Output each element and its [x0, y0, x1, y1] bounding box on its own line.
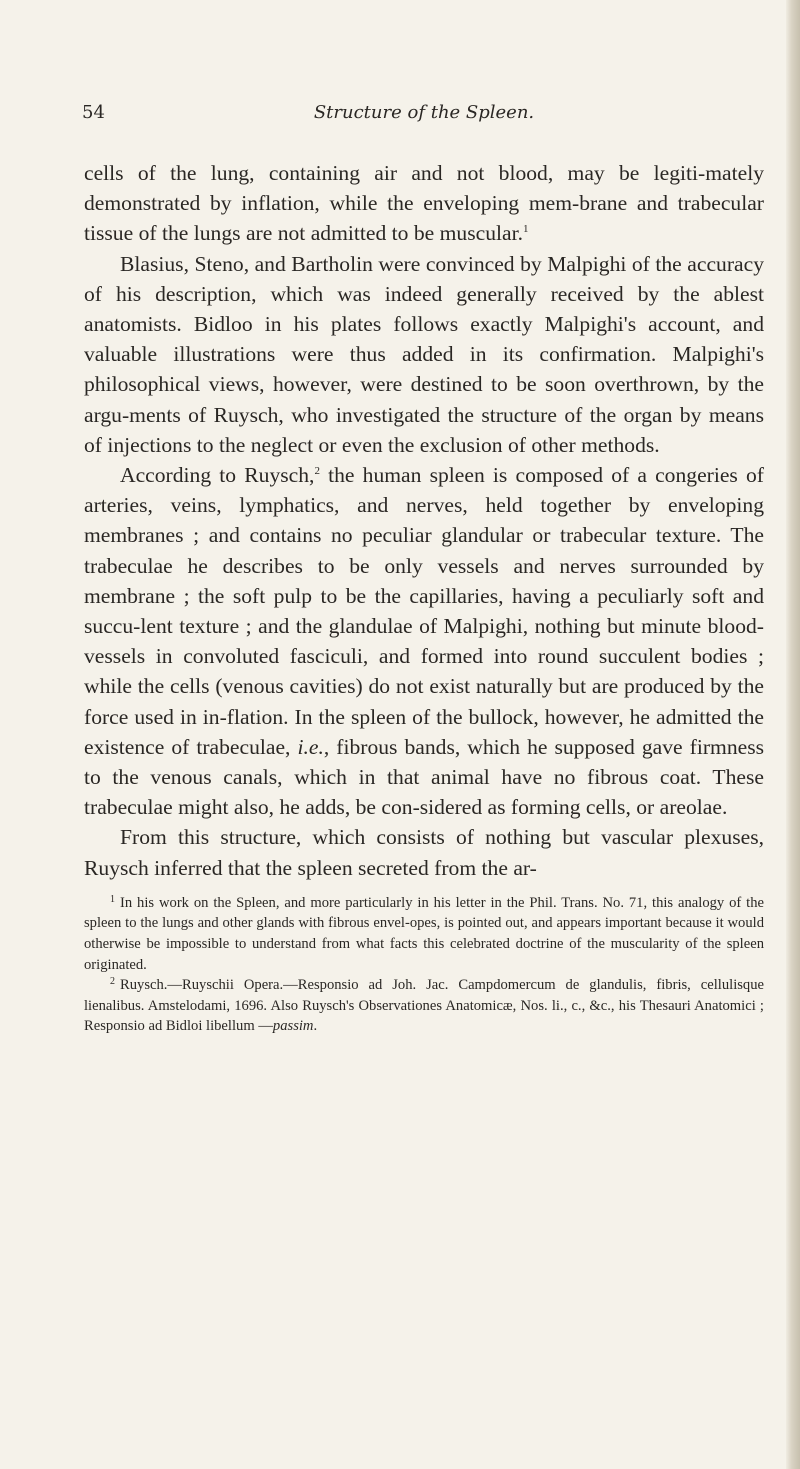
page-header	[84, 102, 764, 138]
paragraph-1-text: cells of the lung, containing air and not blood, may be legiti-mately demonstrated by inflation, while the enveloping mem-brane and trabecular tissue of the lungs are not admitted to be muscular.	[84, 161, 764, 246]
running-title: Structure of the Spleen.	[313, 102, 535, 123]
paragraph-4: From this structure, which consists of nothing but vascular plexuses, Ruysch inferred that the spleen secreted from the ar-	[84, 825, 764, 880]
footnote-2-passim: passim	[272, 1018, 314, 1035]
page-number: 54	[82, 102, 105, 123]
book-page	[84, 102, 764, 1037]
paragraph-3-ie: i.e.	[297, 734, 324, 759]
footnotes	[84, 893, 764, 1037]
page-edge-shadow	[786, 0, 800, 1469]
footnote-ref-2: 2	[314, 465, 320, 478]
footnote-2	[84, 975, 764, 1037]
paragraph-3	[84, 460, 764, 822]
paragraph-2: Blasius, Steno, and Bartholin were convinced by Malpighi of the accuracy of his description, which was indeed generally received by the ablest anatomists. Bidloo in his plates follows exactly Malpighi's account, and valuable illustrations were thus added in its confirmation. Malpighi's philosophical views, however, were destined to be soon overthrown, by the argu-ments of Ruysch, who investigated the structure of the organ by means of injections to the neglect or even the exclusion of other methods.	[84, 251, 764, 457]
footnote-ref-1: 1	[522, 223, 529, 236]
footnote-1	[84, 893, 764, 975]
paragraph-1	[84, 158, 764, 249]
paragraph-3-start: According to Ruysch,	[120, 463, 315, 488]
footnote-1-text: In his work on the Spleen, and more particularly in his letter in the Phil. Trans. No. 71, this analogy of the spleen to the lungs and other glands with fibrous envel-opes, is pointed out, and appears important because it would otherwise be impossible to understand from what facts this celebrated doctrine of the muscularity of the spleen originated.	[84, 894, 764, 973]
footnote-2-end: .	[313, 1018, 318, 1035]
paragraph-3-end: , fibrous bands, which he supposed gave firmness to the venous canals, which in that animal have no fibrous coat. These trabeculae might also, he adds, be con-sidered as forming cells, or areolae.	[84, 734, 765, 820]
paragraph-3-middle: the human spleen is composed of a congeries of arteries, veins, lymphatics, and nerves, held together by enveloping membranes ; and contains no peculiar glandular or trabecular texture. The trabeculae he describes to be only vessels and nerves surrounded by membrane ; the soft pulp to be the capillaries, having a peculiarly soft and succu-lent texture ; and the glandulae of Malpighi, nothing but minute blood-vessels in convoluted fasciculi, and formed into round succulent bodies ; while the cells (venous cavities) do not exist naturally but are produced by the force used in in-flation. In the spleen of the bullock, however, he admitted the existence of trabeculae,	[84, 463, 764, 759]
footnote-2-mark: 2	[110, 976, 115, 988]
footnote-2-text: Ruysch.—Ruyschii Opera.—Responsio ad Joh. Jac. Campdomercum de glandulis, fibris, cellulisque lienalibus. Amstelodami, 1696. Also Ruysch's Observationes Anatomicæ, Nos. li., c., &c., his Thesauri Anatomici ; Responsio ad Bidloi libellum —	[84, 977, 764, 1035]
footnote-1-mark: 1	[110, 893, 115, 905]
body-text	[84, 158, 764, 883]
